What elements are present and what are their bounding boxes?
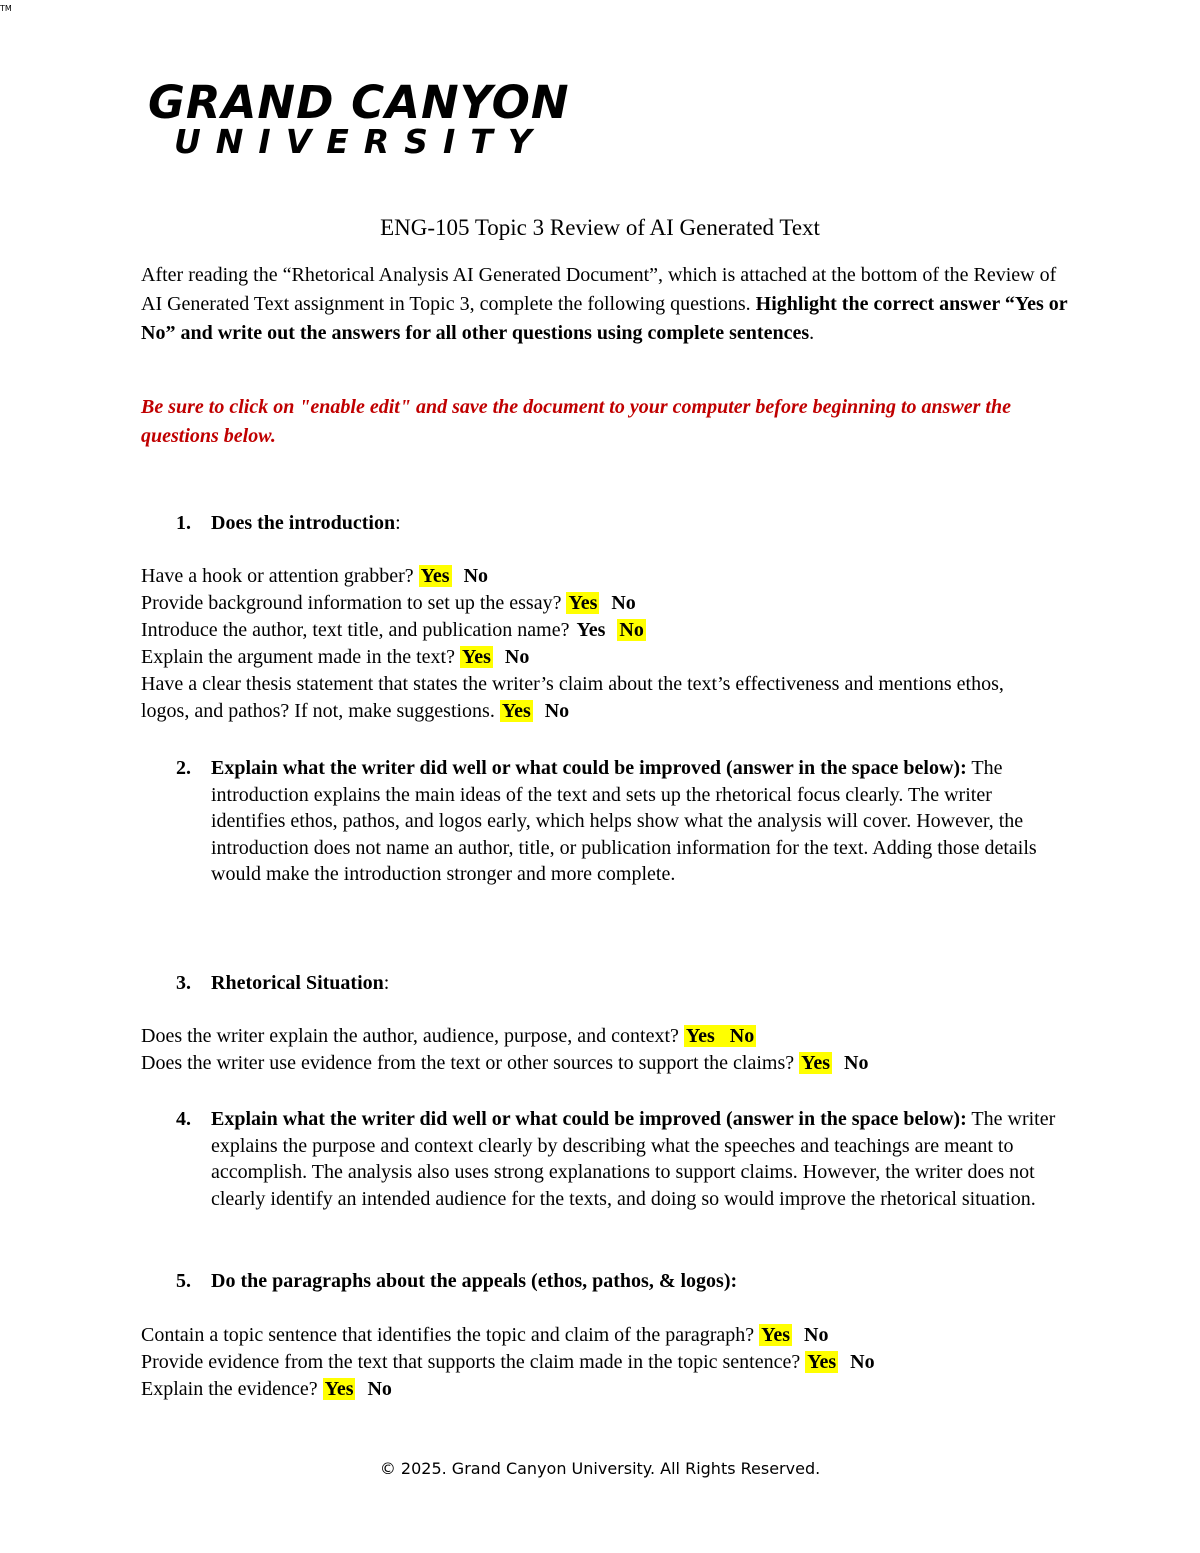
intro-instruction: Highlight the correct answer “Yes or No” and write out the answers for all other questions using complete sentences (141, 293, 1068, 344)
yes-option[interactable]: Yes (420, 565, 450, 587)
yes-no-item: Contain a topic sentence that identifies the topic and claim of the paragraph? Yes No (141, 1324, 829, 1346)
copyright-footer: © 2025. Grand Canyon University. All Rights Reserved. (379, 1459, 821, 1478)
question-number: 4. (176, 1108, 191, 1130)
logo-line-1: GRAND CANYON (148, 76, 570, 129)
no-option[interactable]: No (367, 1378, 392, 1400)
trademark-icon (0, 3, 16, 13)
yes-no-item: Provide background information to set up the essay? Yes No (141, 592, 636, 614)
question-3-text: Rhetorical Situation (211, 972, 384, 994)
question-3-heading: 3. Rhetorical Situation: (176, 970, 389, 997)
yes-option[interactable]: Yes (501, 700, 531, 722)
yes-no-item: Have a clear thesis statement that states the writer’s claim about the text’s effectiveness and mentions ethos, logos, and pathos? If not, make suggestions. Yes No (141, 673, 1004, 722)
question-5-items (141, 1322, 1091, 1403)
document-title: ENG-105 Topic 3 Review of AI Generated Text (380, 215, 820, 240)
question-4-answer[interactable]: The writer explains the purpose and context clearly by describing what the speeches and teachings are meant to accomplish. The analysis also uses strong explanations to support claims. However, the writer does not clearly identify an intended audience for the texts, and doing so would improve the rhetorical situation. (211, 1108, 1056, 1210)
no-option[interactable]: No (729, 1025, 755, 1047)
question-1-text: Does the introduction (211, 512, 396, 534)
intro-text: After reading the “Rhetorical Analysis AI Generated Document”, which is attached at the bottom of the Review of AI Generated Text assignment in Topic 3, complete the following questions. (141, 264, 1057, 315)
yes-no-item: Does the writer use evidence from the text or other sources to support the claims? Yes No (141, 1052, 869, 1074)
yes-no-item: Provide evidence from the text that supports the claim made in the topic sentence? Yes No (141, 1351, 875, 1373)
no-option[interactable]: No (619, 619, 644, 641)
yes-option[interactable]: Yes (576, 619, 606, 641)
yes-option[interactable]: Yes (324, 1378, 354, 1400)
yes-option[interactable]: Yes (461, 646, 491, 668)
no-option[interactable]: No (804, 1324, 829, 1346)
question-number: 5. (176, 1270, 191, 1292)
yes-no-item: Does the writer explain the author, audience, purpose, and context? Yes No (141, 1025, 755, 1047)
yes-no-item: Introduce the author, text title, and publication name? Yes No (141, 619, 644, 641)
question-3-items (141, 1023, 1091, 1077)
yes-option[interactable]: Yes (685, 1025, 715, 1047)
no-option[interactable]: No (463, 565, 489, 587)
question-4 (176, 1106, 1071, 1212)
no-option[interactable]: No (844, 1052, 869, 1074)
yes-no-item: Explain the argument made in the text? Yes No (141, 646, 530, 668)
question-1-items (141, 563, 1091, 725)
question-number: 1. (176, 512, 191, 534)
question-2-answer[interactable]: The introduction explains the main ideas of the text and sets up the rhetorical focus clearly. The writer identifies ethos, pathos, and logos early, which helps show what the analysis will cover. However, the introduction does not name an author, title, or publication information for the text. Adding those details would make the introduction stronger and more complete. (211, 757, 1037, 885)
question-number: 3. (176, 972, 191, 994)
question-2-prompt: Explain what the writer did well or what could be improved (answer in the space below): (211, 757, 967, 779)
no-option[interactable]: No (544, 700, 570, 722)
yes-option[interactable]: Yes (761, 1324, 790, 1346)
yes-option[interactable]: Yes (807, 1351, 837, 1373)
yes-no-item: Have a hook or attention grabber? Yes No (141, 565, 489, 587)
no-option[interactable]: No (611, 592, 636, 614)
no-option[interactable]: No (850, 1351, 875, 1373)
intro-paragraph (141, 261, 1071, 348)
question-5-heading (176, 1268, 737, 1295)
yes-no-item: Explain the evidence? Yes No (141, 1378, 392, 1400)
question-1-heading: 1. Does the introduction: (176, 510, 401, 537)
yes-option[interactable]: Yes (568, 592, 598, 614)
svg-text:TM: TM (0, 4, 12, 13)
logo-line-2: UNIVERSITY (174, 122, 547, 161)
question-5-text: Do the paragraphs about the appeals (ethos, pathos, & logos): (211, 1270, 738, 1292)
university-logo (148, 76, 570, 162)
question-number: 2. (176, 757, 191, 779)
no-option[interactable]: No (504, 646, 530, 668)
intro-end: . (809, 322, 815, 344)
yes-option[interactable]: Yes (801, 1052, 831, 1074)
question-4-prompt: Explain what the writer did well or what could be improved (answer in the space below): (211, 1108, 967, 1130)
question-2 (176, 755, 1071, 888)
enable-edit-warning: Be sure to click on "enable edit" and save the document to your computer before beginning to answer the questions below. (141, 396, 1011, 447)
